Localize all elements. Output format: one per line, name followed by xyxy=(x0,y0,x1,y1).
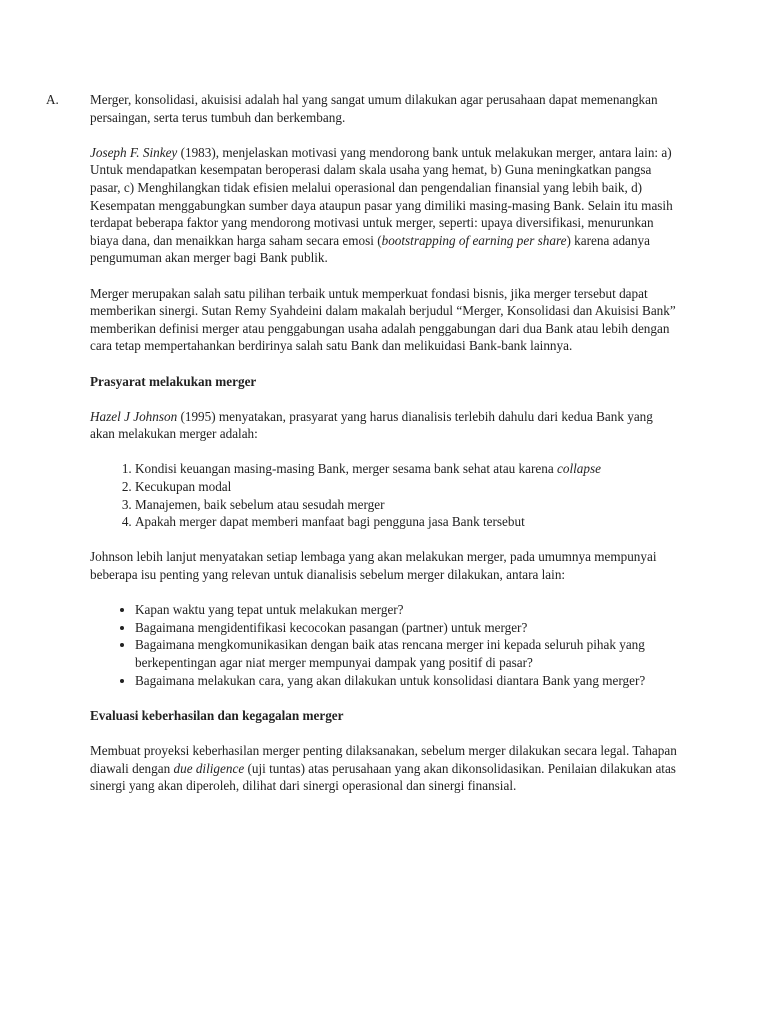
prerequisite-item: 3. Manajemen, baik sebelum atau sesudah merger xyxy=(135,496,680,514)
prerequisite-item: 4. Apakah merger dapat memberi manfaat bagi pengguna jasa Bank tersebut xyxy=(135,513,680,531)
sinkey-text-b: ) karena adanya pengumuman akan merger bagi Bank publik. xyxy=(90,232,650,266)
evaluasi-paragraph xyxy=(90,742,680,795)
johnson-paragraph xyxy=(90,408,680,443)
evaluasi-text-b: (uji tuntas) atas perusahaan yang akan dikonsolidasikan. Penilaian dilakukan atas sinergi yang akan diperoleh, dilihat dari sinergi operasional dan sinergi finansial. xyxy=(90,760,676,794)
evaluasi-text-a: Membuat proyeksi keberhasilan merger penting dilaksanakan, sebelum merger dilakukan secara legal. Tahapan diawali dengan xyxy=(90,742,677,776)
section-marker: A. xyxy=(46,92,59,107)
issue-item: • Kapan waktu yang tepat untuk melakukan merger? xyxy=(135,601,680,619)
sinkey-paragraph xyxy=(90,144,680,267)
document-body xyxy=(90,91,680,812)
prerequisite-item: 1. Kondisi keuangan masing-masing Bank, merger sesama bank sehat atau karena collapse xyxy=(135,460,680,478)
evaluasi-term: due diligence xyxy=(173,760,245,776)
heading-prasyarat: Prasyarat melakukan merger xyxy=(90,373,257,389)
johnson-author: Hazel J Johnson xyxy=(90,408,178,424)
merger-definition-paragraph: Merger merupakan salah satu pilihan terbaik untuk memperkuat fondasi bisnis, jika merger tersebut dapat memberikan sinergi. Sutan Remy Syahdeini dalam makalah berjudul “Merger, Konsolidasi dan Akuisisi Bank” memberikan definisi merger atau penggabungan usaha adalah penggabungan dari dua Bank atau lebih dengan cara tetap mempertahankan berdirinya salah satu Bank dan melikuidasi Bank-bank lainnya. xyxy=(90,285,676,354)
issue-item: • Bagaimana mengkomunikasikan dengan baik atas rencana merger ini kepada seluruh pihak yang berkepentingan agar niat merger mempunyai dampak yang positif di pasar? xyxy=(135,636,680,671)
sinkey-term: bootstrapping of earning per share xyxy=(381,232,567,248)
sinkey-text-a: (1983), menjelaskan motivasi yang mendorong bank untuk melakukan merger, antara lain: a) Untuk mendapatkan kesempatan beroperasi dalam skala usaha yang hemat, b) Guna meningkatkan pangsa pasar, c) Menghilangkan tidak efisien melalui operasional dan pengendalian finansial yang lebih baik, d) Kesempatan menggabungkan sumber daya ataupun pasar yang dimiliki masing-masing Bank. Selain itu masih terdapat beberapa faktor yang mendorong motivasi untuk merger, seperti: upaya diversifikasi, menurunkan biaya dana, dan menaikkan harga saham secara emosi ( xyxy=(90,144,673,248)
issue-item: • Bagaimana melakukan cara, yang akan dilakukan untuk konsolidasi diantara Bank yang merger? xyxy=(135,672,680,690)
issue-item: • Bagaimana mengidentifikasi kecocokan pasangan (partner) untuk merger? xyxy=(135,619,680,637)
heading-evaluasi: Evaluasi keberhasilan dan kegagalan merger xyxy=(90,707,344,723)
sinkey-author: Joseph F. Sinkey xyxy=(90,144,178,160)
prerequisite-item: 2. Kecukupan modal xyxy=(135,478,680,496)
johnson-more-paragraph: Johnson lebih lanjut menyatakan setiap lembaga yang akan melakukan merger, pada umumnya mempunyai beberapa isu penting yang relevan untuk dianalisis sebelum merger dilakukan, antara lain: xyxy=(90,549,657,583)
intro-paragraph: Merger, konsolidasi, akuisisi adalah hal yang sangat umum dilakukan agar perusahaan dapat memenangkan persaingan, serta terus tumbuh dan berkembang. xyxy=(90,92,658,125)
issues-list xyxy=(90,601,680,689)
johnson-text: (1995) menyatakan, prasyarat yang harus dianalisis terlebih dahulu dari kedua Bank yang akan melakukan merger adalah: xyxy=(90,408,653,442)
prerequisite-list xyxy=(90,460,680,530)
